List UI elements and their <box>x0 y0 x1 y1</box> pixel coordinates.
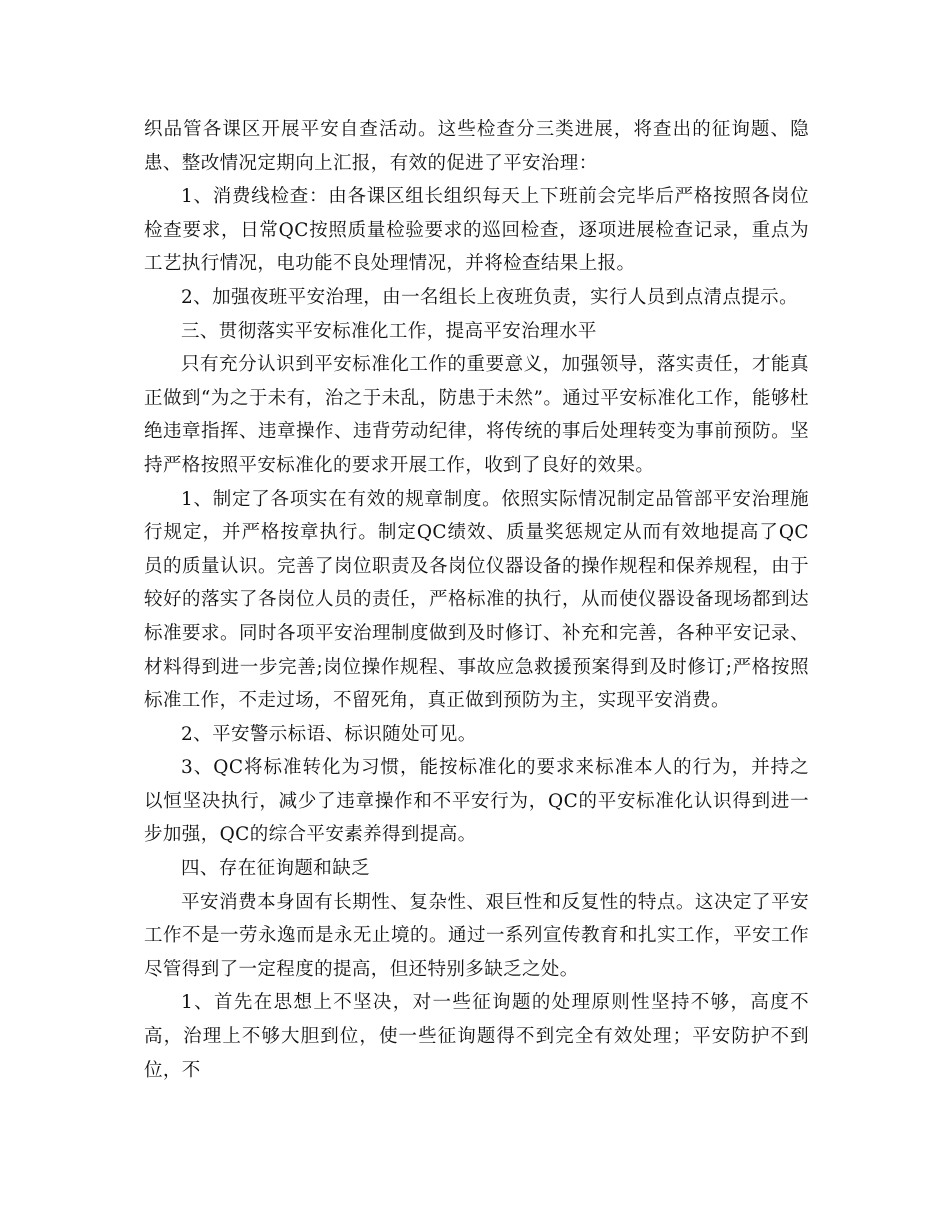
document-page <box>144 113 809 1087</box>
paragraph-2: 1、消费线检查：由各课区组长组织每天上下班前会完毕后严格按照各岗位检查要求，日常QC按照质量检验要求的巡回检查，逐项进展检查记录，重点为工艺执行情况，电功能不良处理情况，并将检查结果上报。 <box>144 186 809 275</box>
paragraph-7: 2、平安警示标语、标识随处可见。 <box>181 723 477 745</box>
section-heading-4: 四、存在征询题和缺乏 <box>181 858 371 880</box>
paragraph-1: 织品管各课区开展平安自查活动。这些检查分三类进展，将查出的征询题、隐患、整改情况定期向上汇报，有效的促进了平安治理： <box>144 119 809 174</box>
section-heading-3: 三、贯彻落实平安标准化工作，提高平安治理水平 <box>181 320 597 342</box>
paragraph-10: 平安消费本身固有长期性、复杂性、艰巨性和反复性的特点。这决定了平安工作不是一劳永逸而是永无止境的。通过一系列宣传教育和扎实工作，平安工作尽管得到了一定程度的提高，但还特别多缺乏之处。 <box>144 891 809 980</box>
paragraph-3: 2、加强夜班平安治理，由一名组长上夜班负责，实行人员到点清点提示。 <box>181 286 798 308</box>
paragraph-8: 3、QC将标准转化为习惯，能按标准化的要求来标准本人的行为，并持之以恒坚决执行，减少了违章操作和不平安行为，QC的平安标准化认识得到进一步加强，QC的综合平安素养得到提高。 <box>144 757 809 846</box>
paragraph-11: 1、首先在思想上不坚决，对一些征询题的处理原则性坚持不够，高度不高，治理上不够大胆到位，使一些征询题得不到完全有效处理；平安防护不到位，不 <box>144 992 809 1081</box>
paragraph-5: 只有充分认识到平安标准化工作的重要意义，加强领导，落实责任，才能真正做到“为之于未有，治之于未乱，防患于未然”。通过平安标准化工作，能够杜绝违章指挥、违章操作、违背劳动纪律，将传统的事后处理转变为事前预防。坚持严格按照平安标准化的要求开展工作，收到了良好的效果。 <box>144 354 809 476</box>
paragraph-6: 1、制定了各项实在有效的规章制度。依照实际情况制定品管部平安治理施行规定，并严格按章执行。制定QC绩效、质量奖惩规定从而有效地提高了QC员的质量认识。完善了岗位职责及各岗位仪器设备的操作规程和保养规程，由于较好的落实了各岗位人员的责任，严格标准的执行，从而使仪器设备现场都到达标准要求。同时各项平安治理制度做到及时修订、补充和完善，各种平安记录、材料得到进一步完善;岗位操作规程、事故应急救援预案得到及时修订;严格按照标准工作，不走过场，不留死角，真正做到预防为主，实现平安消费。 <box>144 488 809 712</box>
